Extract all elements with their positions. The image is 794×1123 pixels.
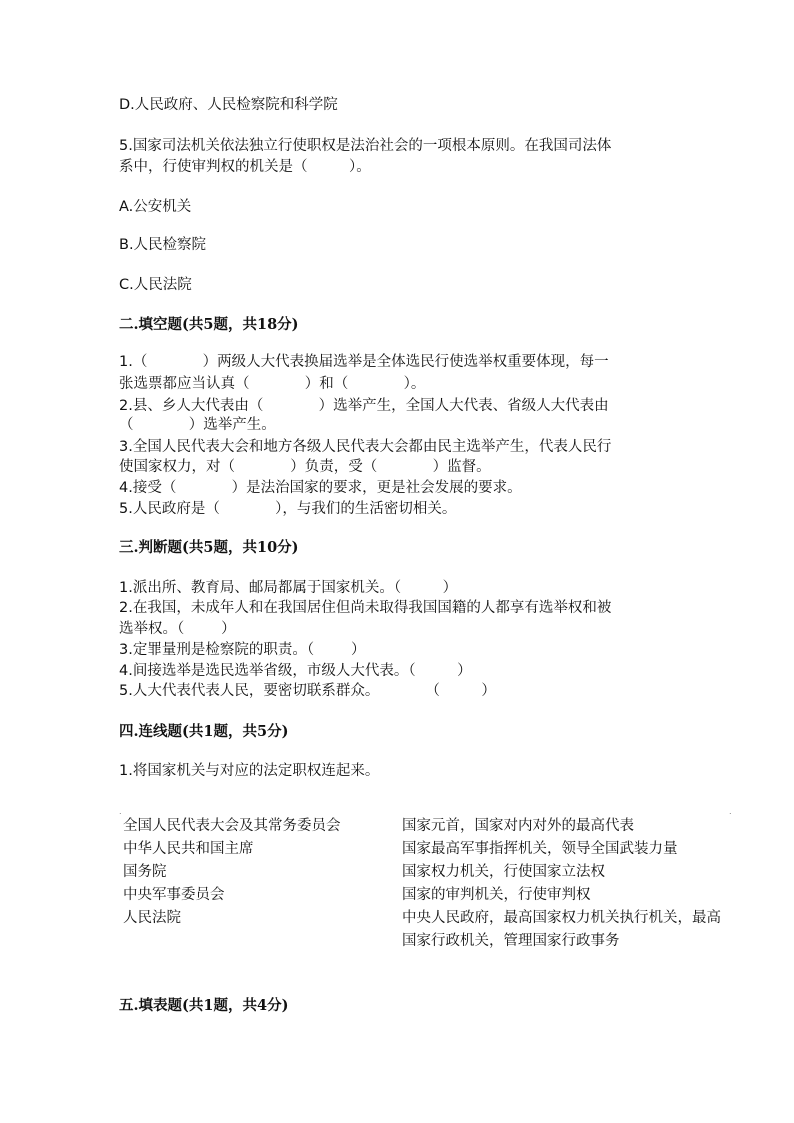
matching-right-item: 中央人民政府，最高国家权力机关执行机关，最高 [402, 910, 721, 926]
matching-left-item: 国务院 [123, 864, 167, 880]
fill-line: 4.接受（ ）是法治国家的要求，更是社会发展的要求。 [119, 480, 522, 496]
fill-line: 1.（ ）两级人大代表换届选举是全体选民行使选举权重要体现，每一 [119, 354, 609, 370]
judge-line: 选举权。（ ） [119, 621, 236, 637]
matching-left-item: 人民法院 [123, 910, 181, 926]
judge-line: 1.派出所、教育局、邮局都属于国家机关。（ ） [119, 580, 458, 596]
matching-left-item: 全国人民代表大会及其常务委员会 [123, 818, 341, 834]
q5-stem-line1: 5.国家司法机关依法独立行使职权是法治社会的一项根本原则。在我国司法体 [119, 138, 612, 154]
fill-line: 2.县、乡人大代表由（ ）选举产生，全国人大代表、省级人大代表由 [119, 398, 609, 414]
section3-title: 三.判断题(共5题，共10分) [119, 539, 299, 556]
matching-right-item: 国家权力机关，行使国家立法权 [402, 864, 605, 880]
section2-title: 二.填空题(共5题，共18分) [119, 316, 299, 333]
fill-line: 5.人民政府是（ ），与我们的生活密切相关。 [119, 501, 457, 517]
matching-right-item: 国家的审判机关，行使审判权 [402, 887, 591, 903]
q5-option-a: A.公安机关 [119, 199, 192, 215]
matching-right-item: 国家最高军事指挥机关，领导全国武装力量 [402, 841, 678, 857]
judge-line: 4.间接选举是选民选举省级，市级人大代表。（ ） [119, 663, 472, 679]
q5-stem-line2: 系中，行使审判权的机关是（ ）。 [119, 159, 371, 175]
section4-instruction: 1.将国家机关与对应的法定职权连起来。 [119, 763, 380, 779]
q4-option-d: D.人民政府、人民检察院和科学院 [119, 97, 338, 113]
section4-title: 四.连线题(共1题，共5分) [119, 723, 289, 740]
fill-line: 使国家权力，对（ ）负责，受（ ）监督。 [119, 459, 491, 475]
section5-title: 五.填表题(共1题，共4分) [119, 997, 289, 1014]
fill-line: 张选票都应当认真（ ）和（ ）。 [119, 376, 426, 392]
judge-line: 5.人大代表代表人民，要密切联系群众。 （ ） [119, 683, 496, 699]
fill-line: （ ）选举产生。 [119, 417, 276, 433]
q5-option-b: B.人民检察院 [119, 237, 207, 253]
matching-left-item: 中华人民共和国主席 [123, 841, 254, 857]
q5-option-c: C.人民法院 [119, 277, 192, 293]
table-corner-mark: . [729, 807, 732, 816]
judge-line: 3.定罪量刑是检察院的职责。（ ） [119, 642, 366, 658]
matching-right-item: 国家元首，国家对内对外的最高代表 [402, 818, 634, 834]
fill-line: 3.全国人民代表大会和地方各级人民代表大会都由民主选举产生，代表人民行 [119, 439, 612, 455]
judge-line: 2.在我国，未成年人和在我国居住但尚未取得我国国籍的人都享有选举权和被 [119, 600, 612, 616]
matching-left-item: 中央军事委员会 [123, 887, 225, 903]
matching-right-item: 国家行政机关，管理国家行政事务 [402, 933, 620, 949]
table-corner-mark: . [119, 807, 122, 816]
